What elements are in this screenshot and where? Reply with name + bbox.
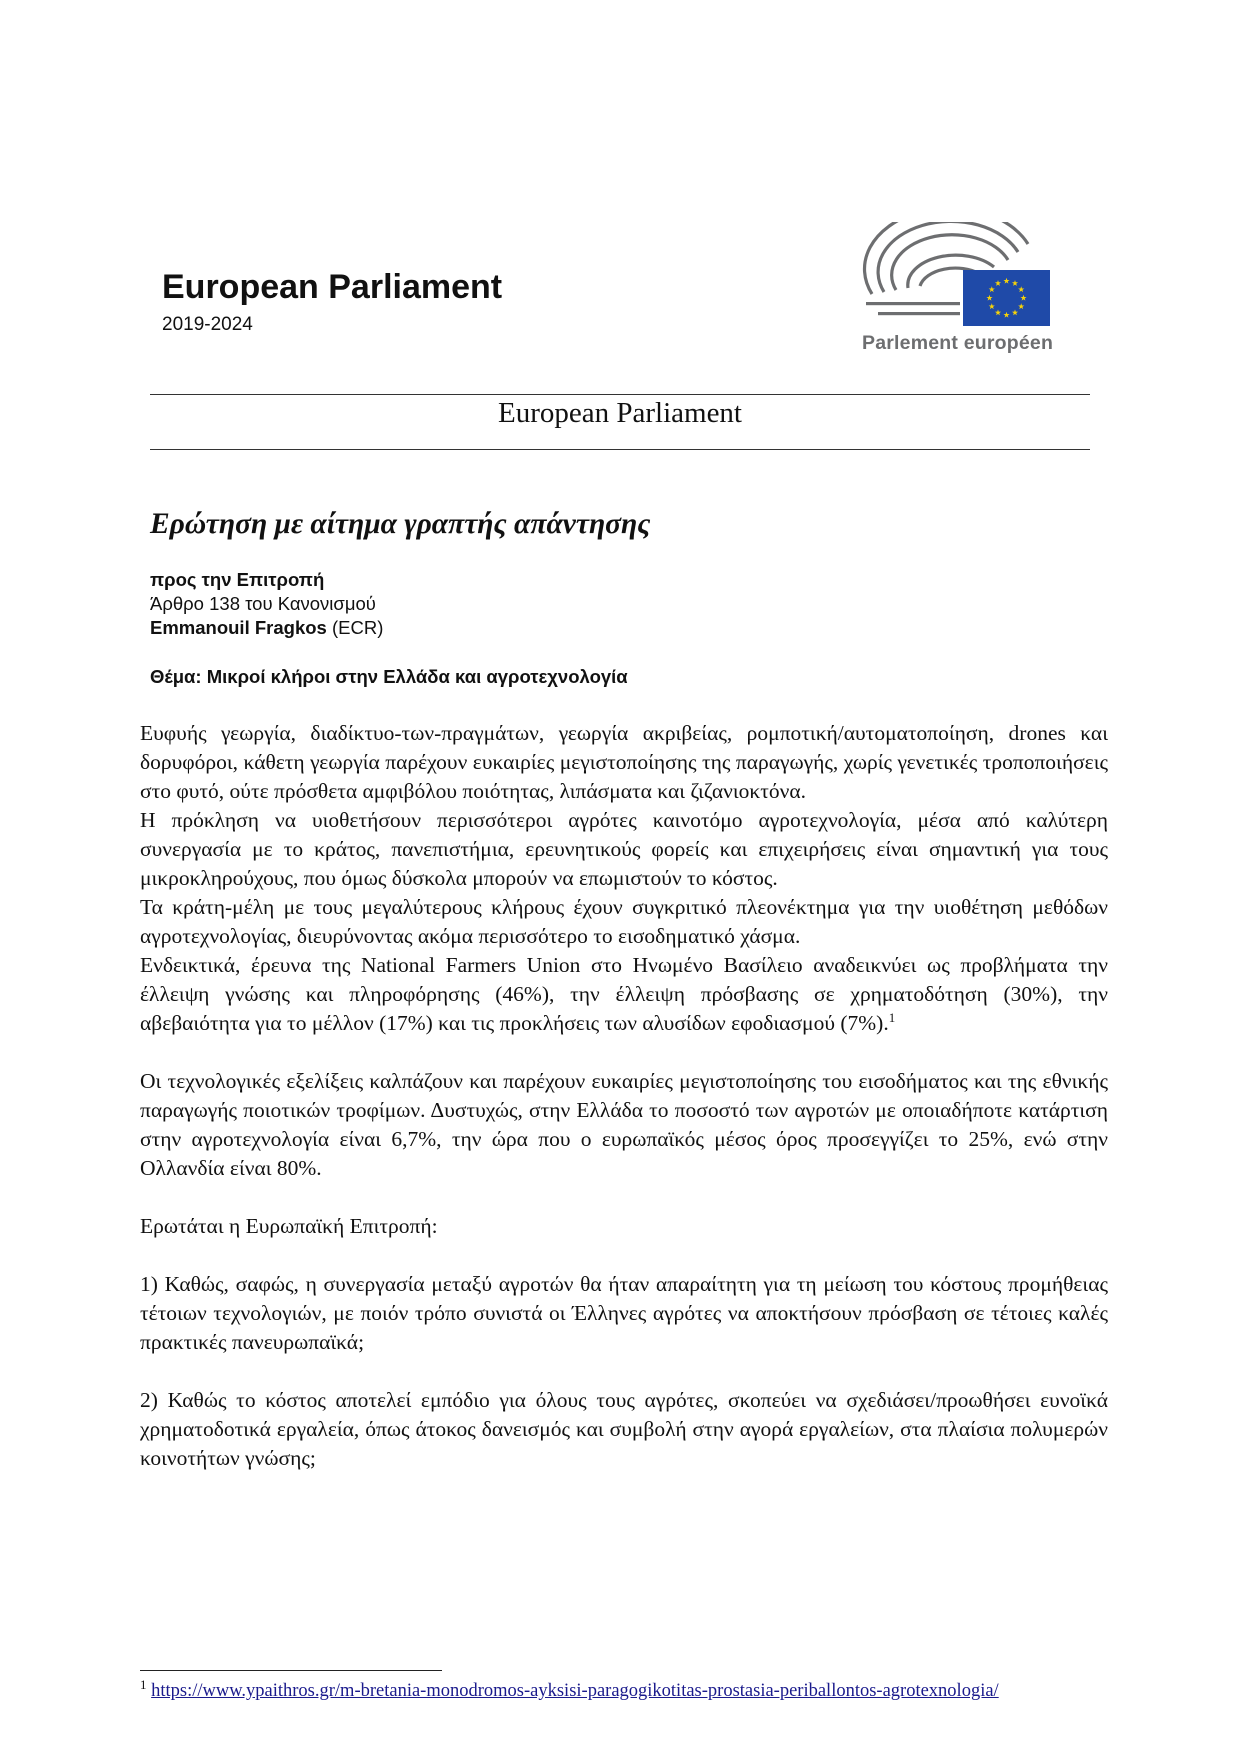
- paragraph-3: Τα κράτη-μέλη με τους μεγαλύτερους κλήρους έχουν συγκριτικό πλεονέκτημα για την υιοθέτηση μεθόδων αγροτεχνολογίας, διευρύνοντας ακόμα περισσότερο το εισοδηματικό χάσμα.: [140, 895, 1108, 948]
- addressee: προς την Επιτροπή: [150, 569, 325, 590]
- paragraph-2: Η πρόκληση να υιοθετήσουν περισσότεροι αγρότες καινοτόμο αγροτεχνολογία, μέσα από καλύτερη συνεργασία με το κράτος, πανεπιστήμια, ερευνητικούς φορείς και επιχειρήσεις είναι σημαντική για τους μικροκληρούχους, που όμως δύσκολα μπορούν να επωμιστούν το κόστος.: [140, 808, 1108, 890]
- parliament-logo: [860, 222, 1056, 362]
- institution-title: European Parliament: [498, 397, 742, 429]
- header-title: European Parliament: [162, 268, 503, 306]
- question-2: 2) Καθώς το κόστος αποτελεί εμπόδιο για όλους τους αγρότες, σκοπεύει να σχεδιάσει/προωθήσει ευνοϊκά χρηματοδοτικά εργαλεία, όπως άτοκος δανεισμός και συμβολή στην αγορά εργαλείων, στα πλαίσια πολυμερών κοινοτήτων γνώσης;: [140, 1388, 1108, 1470]
- question-subject: Θέμα: Μικροί κλήροι στην Ελλάδα και αγροτεχνολογία: [150, 666, 628, 687]
- rule-reference: Άρθρο 138 του Κανονισμού: [150, 593, 376, 614]
- author-line: [150, 616, 383, 640]
- hemicycle-flag-icon: [860, 222, 1056, 326]
- footnote-separator: [140, 1670, 442, 1671]
- footnote-reference[interactable]: 1: [888, 1009, 896, 1025]
- footnote-link[interactable]: https://www.ypaithros.gr/m-bretania-monodromos-ayksisi-paragogikotitas-prostasia-periballontos-agrotexnologia/: [151, 1681, 999, 1701]
- footnote: [140, 1676, 1020, 1703]
- question-meta: [150, 568, 383, 640]
- question-body: [140, 719, 1108, 1473]
- question-title: Ερώτηση με αίτημα γραπτής απάντησης: [150, 508, 651, 540]
- question-1: 1) Καθώς, σαφώς, η συνεργασία μεταξύ αγροτών θα ήταν απαραίτητη για τη μείωση του κόστους προμήθειας τέτοιων τεχνολογιών, με ποιόν τρόπο συνιστά οι Έλληνες αγρότες να αποκτήσουν πρόσβαση σε τέτοιες καλές πρακτικές πανευρωπαϊκά;: [140, 1272, 1108, 1354]
- paragraph-6: Ερωτάται η Ευρωπαϊκή Επιτροπή:: [140, 1214, 438, 1238]
- political-group: (ECR): [331, 617, 384, 638]
- paragraph-4: [140, 951, 1108, 1038]
- logo-caption: Parlement européen: [862, 332, 1054, 354]
- paragraph-4-text: Ενδεικτικά, έρευνα της National Farmers Union στο Ηνωμένο Βασίλειο αναδεικνύει ως προβλήματα την έλλειψη γνώσης και πληροφόρησης (46%), την έλλειψη πρόσβασης σε χρηματοδότηση (30%), την αβεβαιότητα για το μέλλον (17%) και τις προκλήσεις των αλυσίδων εφοδιασμού (7%).: [140, 953, 1108, 1035]
- footnote-number: 1: [140, 1676, 147, 1692]
- header-rule-bottom: [150, 449, 1090, 450]
- paragraph-5: Οι τεχνολογικές εξελίξεις καλπάζουν και παρέχουν ευκαιρίες μεγιστοποίησης του εισοδήματος και της εθνικής παραγωγής ποιοτικών τροφίμων. Δυστυχώς, στην Ελλάδα το ποσοστό των αγροτών με οποιαδήποτε κατάρτιση στην αγροτεχνολογία είναι 6,7%, την ώρα που ο ευρωπαϊκός μέσος όρος προσεγγίζει το 25%, ενώ στην Ολλανδία είναι 80%.: [140, 1069, 1108, 1180]
- paragraph-1: Ευφυής γεωργία, διαδίκτυο-των-πραγμάτων, γεωργία ακριβείας, ρομποτική/αυτοματοποίηση, drones και δορυφόροι, κάθετη γεωργία παρέχουν ευκαιρίες μεγιστοποίησης της παραγωγής, χωρίς γενετικές τροποποιήσεις στο φυτό, ούτε πρόσθετα αμφιβόλου ποιότητας, λιπάσματα και ζιζανιοκτόνα.: [140, 721, 1108, 803]
- header-rule-top: [150, 394, 1090, 395]
- author-name: Emmanouil Fragkos: [150, 617, 327, 638]
- header-term: 2019-2024: [162, 314, 253, 335]
